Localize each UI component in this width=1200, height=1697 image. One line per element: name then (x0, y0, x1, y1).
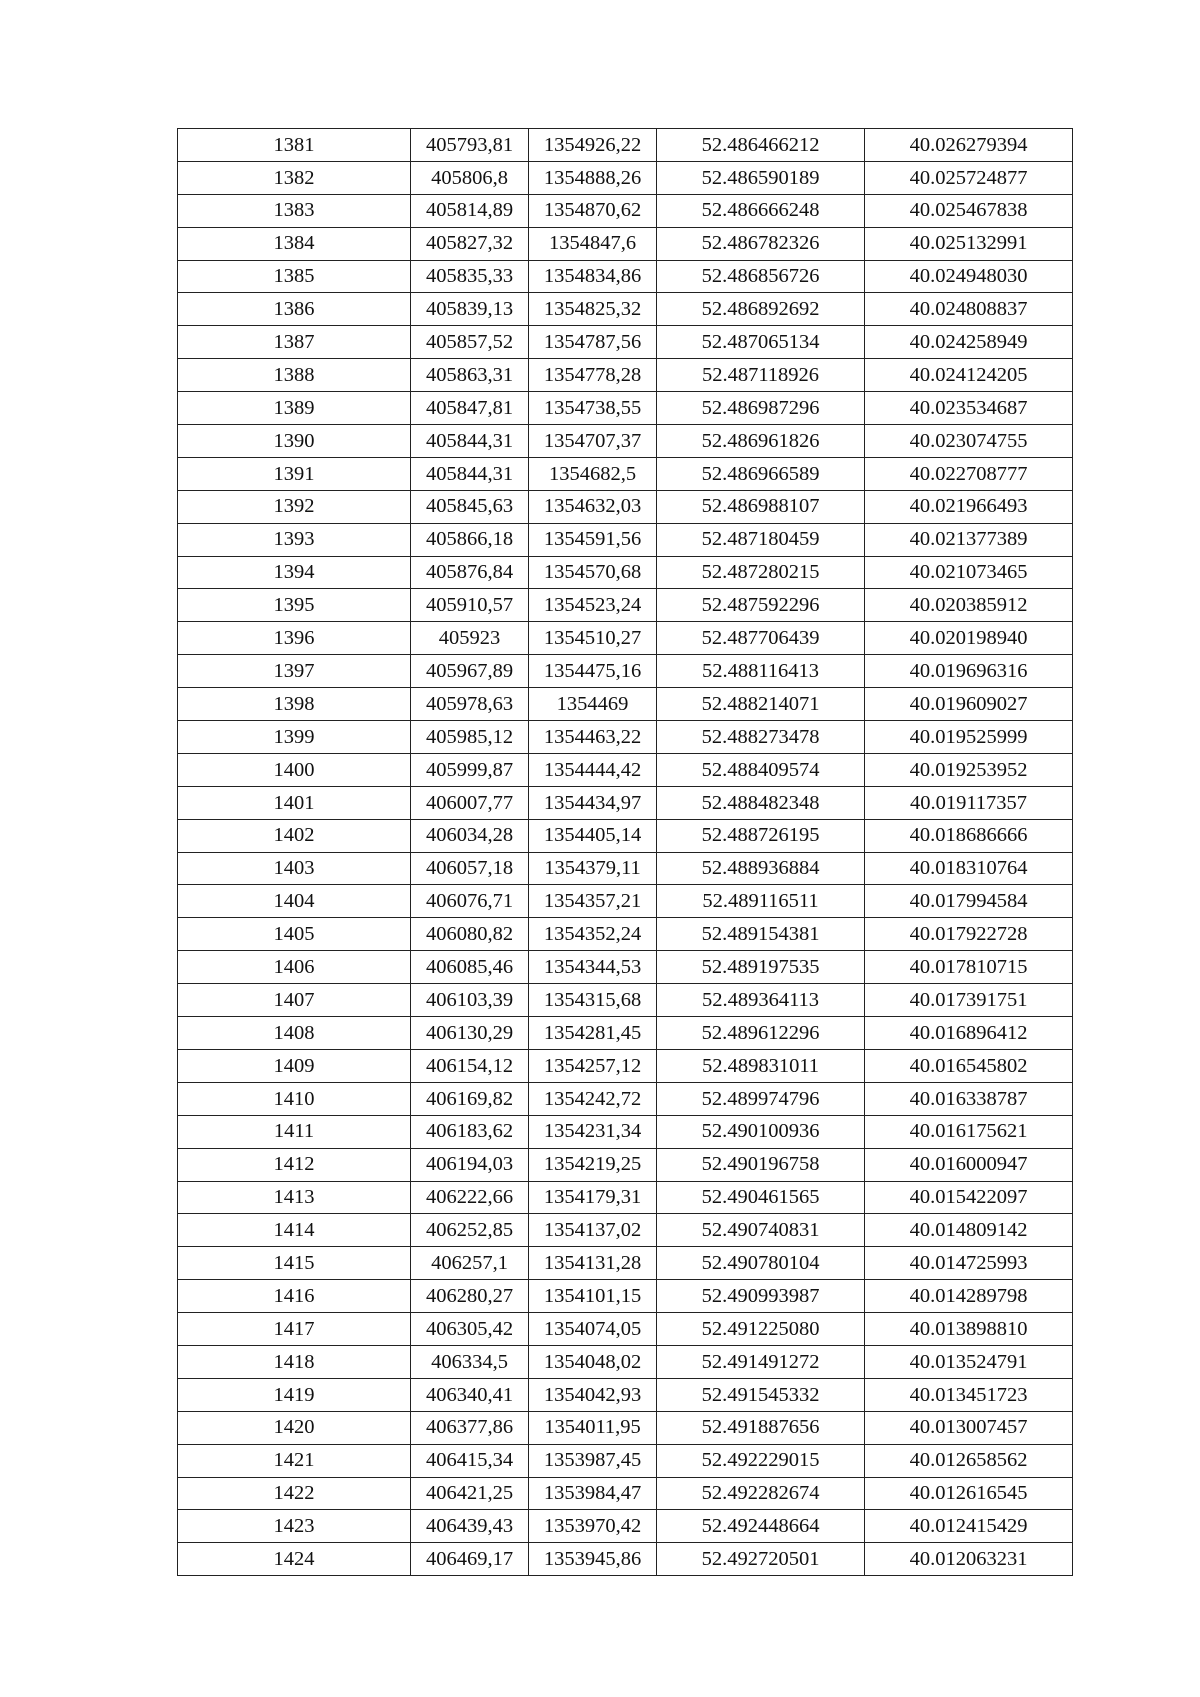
latitude-cell: 52.488116413 (657, 655, 865, 688)
y-coordinate-cell: 1353987,45 (529, 1444, 657, 1477)
latitude-cell: 52.491887656 (657, 1411, 865, 1444)
latitude-cell: 52.490100936 (657, 1115, 865, 1148)
table-row (178, 326, 1073, 359)
x-coordinate-cell: 406183,62 (411, 1115, 529, 1148)
latitude-cell: 52.486892692 (657, 293, 865, 326)
y-coordinate-cell: 1354379,11 (529, 852, 657, 885)
x-coordinate-cell: 406252,85 (411, 1214, 529, 1247)
x-coordinate-cell: 406469,17 (411, 1543, 529, 1576)
table-row (178, 1017, 1073, 1050)
y-coordinate-cell: 1353984,47 (529, 1477, 657, 1510)
point-number-cell: 1414 (178, 1214, 411, 1247)
y-coordinate-cell: 1354787,56 (529, 326, 657, 359)
x-coordinate-cell: 406007,77 (411, 786, 529, 819)
point-number-cell: 1397 (178, 655, 411, 688)
table-row (178, 1280, 1073, 1313)
longitude-cell: 40.014289798 (865, 1280, 1073, 1313)
latitude-cell: 52.490993987 (657, 1280, 865, 1313)
x-coordinate-cell: 405793,81 (411, 129, 529, 162)
latitude-cell: 52.487118926 (657, 359, 865, 392)
x-coordinate-cell: 406421,25 (411, 1477, 529, 1510)
x-coordinate-cell: 406085,46 (411, 951, 529, 984)
table-row (178, 655, 1073, 688)
point-number-cell: 1390 (178, 425, 411, 458)
table-row (178, 589, 1073, 622)
latitude-cell: 52.491545332 (657, 1378, 865, 1411)
table-row (178, 852, 1073, 885)
latitude-cell: 52.486966589 (657, 457, 865, 490)
longitude-cell: 40.021377389 (865, 523, 1073, 556)
table-row (178, 819, 1073, 852)
latitude-cell: 52.487065134 (657, 326, 865, 359)
point-number-cell: 1403 (178, 852, 411, 885)
latitude-cell: 52.488482348 (657, 786, 865, 819)
latitude-cell: 52.491225080 (657, 1313, 865, 1346)
point-number-cell: 1386 (178, 293, 411, 326)
y-coordinate-cell: 1354707,37 (529, 425, 657, 458)
y-coordinate-cell: 1354315,68 (529, 984, 657, 1017)
longitude-cell: 40.013451723 (865, 1378, 1073, 1411)
point-number-cell: 1407 (178, 984, 411, 1017)
y-coordinate-cell: 1354825,32 (529, 293, 657, 326)
y-coordinate-cell: 1353970,42 (529, 1510, 657, 1543)
x-coordinate-cell: 405806,8 (411, 161, 529, 194)
y-coordinate-cell: 1353945,86 (529, 1543, 657, 1576)
y-coordinate-cell: 1354926,22 (529, 129, 657, 162)
x-coordinate-cell: 405814,89 (411, 194, 529, 227)
y-coordinate-cell: 1354137,02 (529, 1214, 657, 1247)
point-number-cell: 1406 (178, 951, 411, 984)
point-number-cell: 1394 (178, 556, 411, 589)
coordinates-table-body (178, 129, 1073, 1576)
x-coordinate-cell: 406257,1 (411, 1247, 529, 1280)
x-coordinate-cell: 406057,18 (411, 852, 529, 885)
x-coordinate-cell: 406340,41 (411, 1378, 529, 1411)
point-number-cell: 1416 (178, 1280, 411, 1313)
longitude-cell: 40.021966493 (865, 490, 1073, 523)
x-coordinate-cell: 406334,5 (411, 1345, 529, 1378)
point-number-cell: 1410 (178, 1082, 411, 1115)
longitude-cell: 40.018686666 (865, 819, 1073, 852)
x-coordinate-cell: 405844,31 (411, 457, 529, 490)
y-coordinate-cell: 1354219,25 (529, 1148, 657, 1181)
x-coordinate-cell: 406305,42 (411, 1313, 529, 1346)
point-number-cell: 1421 (178, 1444, 411, 1477)
latitude-cell: 52.490740831 (657, 1214, 865, 1247)
latitude-cell: 52.486856726 (657, 260, 865, 293)
longitude-cell: 40.014809142 (865, 1214, 1073, 1247)
table-row (178, 918, 1073, 951)
point-number-cell: 1387 (178, 326, 411, 359)
longitude-cell: 40.016338787 (865, 1082, 1073, 1115)
x-coordinate-cell: 405863,31 (411, 359, 529, 392)
latitude-cell: 52.488273478 (657, 721, 865, 754)
longitude-cell: 40.018310764 (865, 852, 1073, 885)
x-coordinate-cell: 405839,13 (411, 293, 529, 326)
latitude-cell: 52.489197535 (657, 951, 865, 984)
y-coordinate-cell: 1354570,68 (529, 556, 657, 589)
latitude-cell: 52.488936884 (657, 852, 865, 885)
longitude-cell: 40.017922728 (865, 918, 1073, 951)
y-coordinate-cell: 1354405,14 (529, 819, 657, 852)
point-number-cell: 1398 (178, 688, 411, 721)
longitude-cell: 40.024948030 (865, 260, 1073, 293)
table-row (178, 753, 1073, 786)
y-coordinate-cell: 1354523,24 (529, 589, 657, 622)
point-number-cell: 1392 (178, 490, 411, 523)
y-coordinate-cell: 1354179,31 (529, 1181, 657, 1214)
point-number-cell: 1422 (178, 1477, 411, 1510)
table-row (178, 227, 1073, 260)
longitude-cell: 40.024124205 (865, 359, 1073, 392)
table-row (178, 490, 1073, 523)
x-coordinate-cell: 406194,03 (411, 1148, 529, 1181)
y-coordinate-cell: 1354834,86 (529, 260, 657, 293)
table-row (178, 1345, 1073, 1378)
table-row (178, 359, 1073, 392)
table-row (178, 1543, 1073, 1576)
longitude-cell: 40.017391751 (865, 984, 1073, 1017)
longitude-cell: 40.014725993 (865, 1247, 1073, 1280)
y-coordinate-cell: 1354101,15 (529, 1280, 657, 1313)
latitude-cell: 52.487280215 (657, 556, 865, 589)
x-coordinate-cell: 406130,29 (411, 1017, 529, 1050)
x-coordinate-cell: 405847,81 (411, 392, 529, 425)
table-row (178, 1444, 1073, 1477)
x-coordinate-cell: 405967,89 (411, 655, 529, 688)
y-coordinate-cell: 1354870,62 (529, 194, 657, 227)
point-number-cell: 1418 (178, 1345, 411, 1378)
table-row (178, 293, 1073, 326)
table-row (178, 688, 1073, 721)
x-coordinate-cell: 405978,63 (411, 688, 529, 721)
point-number-cell: 1383 (178, 194, 411, 227)
y-coordinate-cell: 1354281,45 (529, 1017, 657, 1050)
table-row (178, 1181, 1073, 1214)
table-row (178, 1477, 1073, 1510)
longitude-cell: 40.012415429 (865, 1510, 1073, 1543)
point-number-cell: 1409 (178, 1049, 411, 1082)
longitude-cell: 40.012616545 (865, 1477, 1073, 1510)
longitude-cell: 40.016545802 (865, 1049, 1073, 1082)
longitude-cell: 40.019253952 (865, 753, 1073, 786)
latitude-cell: 52.488726195 (657, 819, 865, 852)
y-coordinate-cell: 1354074,05 (529, 1313, 657, 1346)
y-coordinate-cell: 1354591,56 (529, 523, 657, 556)
table-row (178, 523, 1073, 556)
x-coordinate-cell: 406103,39 (411, 984, 529, 1017)
x-coordinate-cell: 405866,18 (411, 523, 529, 556)
longitude-cell: 40.023534687 (865, 392, 1073, 425)
x-coordinate-cell: 405835,33 (411, 260, 529, 293)
point-number-cell: 1405 (178, 918, 411, 951)
x-coordinate-cell: 406222,66 (411, 1181, 529, 1214)
table-row (178, 1115, 1073, 1148)
point-number-cell: 1389 (178, 392, 411, 425)
x-coordinate-cell: 406154,12 (411, 1049, 529, 1082)
table-row (178, 556, 1073, 589)
point-number-cell: 1388 (178, 359, 411, 392)
latitude-cell: 52.488409574 (657, 753, 865, 786)
y-coordinate-cell: 1354048,02 (529, 1345, 657, 1378)
x-coordinate-cell: 406280,27 (411, 1280, 529, 1313)
y-coordinate-cell: 1354510,27 (529, 622, 657, 655)
latitude-cell: 52.486987296 (657, 392, 865, 425)
point-number-cell: 1395 (178, 589, 411, 622)
longitude-cell: 40.016896412 (865, 1017, 1073, 1050)
table-row (178, 194, 1073, 227)
table-row (178, 1313, 1073, 1346)
longitude-cell: 40.019525999 (865, 721, 1073, 754)
point-number-cell: 1399 (178, 721, 411, 754)
y-coordinate-cell: 1354011,95 (529, 1411, 657, 1444)
longitude-cell: 40.012063231 (865, 1543, 1073, 1576)
x-coordinate-cell: 405857,52 (411, 326, 529, 359)
y-coordinate-cell: 1354469 (529, 688, 657, 721)
latitude-cell: 52.488214071 (657, 688, 865, 721)
longitude-cell: 40.019609027 (865, 688, 1073, 721)
table-row (178, 984, 1073, 1017)
y-coordinate-cell: 1354632,03 (529, 490, 657, 523)
point-number-cell: 1417 (178, 1313, 411, 1346)
longitude-cell: 40.024808837 (865, 293, 1073, 326)
table-row (178, 1082, 1073, 1115)
longitude-cell: 40.025132991 (865, 227, 1073, 260)
latitude-cell: 52.492448664 (657, 1510, 865, 1543)
latitude-cell: 52.490196758 (657, 1148, 865, 1181)
latitude-cell: 52.487592296 (657, 589, 865, 622)
x-coordinate-cell: 405876,84 (411, 556, 529, 589)
latitude-cell: 52.492720501 (657, 1543, 865, 1576)
longitude-cell: 40.015422097 (865, 1181, 1073, 1214)
longitude-cell: 40.020198940 (865, 622, 1073, 655)
point-number-cell: 1413 (178, 1181, 411, 1214)
y-coordinate-cell: 1354434,97 (529, 786, 657, 819)
table-row (178, 457, 1073, 490)
y-coordinate-cell: 1354357,21 (529, 885, 657, 918)
table-row (178, 885, 1073, 918)
point-number-cell: 1400 (178, 753, 411, 786)
point-number-cell: 1411 (178, 1115, 411, 1148)
y-coordinate-cell: 1354888,26 (529, 161, 657, 194)
latitude-cell: 52.486590189 (657, 161, 865, 194)
x-coordinate-cell: 406377,86 (411, 1411, 529, 1444)
point-number-cell: 1396 (178, 622, 411, 655)
table-row (178, 392, 1073, 425)
x-coordinate-cell: 406169,82 (411, 1082, 529, 1115)
table-row (178, 425, 1073, 458)
y-coordinate-cell: 1354682,5 (529, 457, 657, 490)
latitude-cell: 52.487706439 (657, 622, 865, 655)
table-row (178, 622, 1073, 655)
longitude-cell: 40.024258949 (865, 326, 1073, 359)
y-coordinate-cell: 1354242,72 (529, 1082, 657, 1115)
longitude-cell: 40.016175621 (865, 1115, 1073, 1148)
table-row (178, 1214, 1073, 1247)
point-number-cell: 1419 (178, 1378, 411, 1411)
longitude-cell: 40.017994584 (865, 885, 1073, 918)
point-number-cell: 1408 (178, 1017, 411, 1050)
latitude-cell: 52.486666248 (657, 194, 865, 227)
latitude-cell: 52.489364113 (657, 984, 865, 1017)
x-coordinate-cell: 406080,82 (411, 918, 529, 951)
point-number-cell: 1393 (178, 523, 411, 556)
x-coordinate-cell: 405910,57 (411, 589, 529, 622)
latitude-cell: 52.486961826 (657, 425, 865, 458)
x-coordinate-cell: 406034,28 (411, 819, 529, 852)
point-number-cell: 1423 (178, 1510, 411, 1543)
longitude-cell: 40.013898810 (865, 1313, 1073, 1346)
x-coordinate-cell: 405923 (411, 622, 529, 655)
longitude-cell: 40.016000947 (865, 1148, 1073, 1181)
x-coordinate-cell: 405844,31 (411, 425, 529, 458)
table-row (178, 1411, 1073, 1444)
x-coordinate-cell: 405845,63 (411, 490, 529, 523)
y-coordinate-cell: 1354344,53 (529, 951, 657, 984)
x-coordinate-cell: 406415,34 (411, 1444, 529, 1477)
longitude-cell: 40.025724877 (865, 161, 1073, 194)
point-number-cell: 1415 (178, 1247, 411, 1280)
y-coordinate-cell: 1354352,24 (529, 918, 657, 951)
longitude-cell: 40.021073465 (865, 556, 1073, 589)
point-number-cell: 1424 (178, 1543, 411, 1576)
y-coordinate-cell: 1354738,55 (529, 392, 657, 425)
point-number-cell: 1384 (178, 227, 411, 260)
y-coordinate-cell: 1354475,16 (529, 655, 657, 688)
y-coordinate-cell: 1354444,42 (529, 753, 657, 786)
y-coordinate-cell: 1354257,12 (529, 1049, 657, 1082)
longitude-cell: 40.017810715 (865, 951, 1073, 984)
point-number-cell: 1391 (178, 457, 411, 490)
longitude-cell: 40.022708777 (865, 457, 1073, 490)
table-row (178, 1378, 1073, 1411)
latitude-cell: 52.489974796 (657, 1082, 865, 1115)
table-row (178, 161, 1073, 194)
latitude-cell: 52.489154381 (657, 918, 865, 951)
longitude-cell: 40.020385912 (865, 589, 1073, 622)
longitude-cell: 40.025467838 (865, 194, 1073, 227)
longitude-cell: 40.023074755 (865, 425, 1073, 458)
latitude-cell: 52.489612296 (657, 1017, 865, 1050)
table-row (178, 129, 1073, 162)
y-coordinate-cell: 1354231,34 (529, 1115, 657, 1148)
y-coordinate-cell: 1354847,6 (529, 227, 657, 260)
latitude-cell: 52.492229015 (657, 1444, 865, 1477)
point-number-cell: 1402 (178, 819, 411, 852)
longitude-cell: 40.013007457 (865, 1411, 1073, 1444)
table-row (178, 1510, 1073, 1543)
latitude-cell: 52.486988107 (657, 490, 865, 523)
latitude-cell: 52.489831011 (657, 1049, 865, 1082)
table-row (178, 1148, 1073, 1181)
table-row (178, 951, 1073, 984)
latitude-cell: 52.486466212 (657, 129, 865, 162)
latitude-cell: 52.486782326 (657, 227, 865, 260)
point-number-cell: 1420 (178, 1411, 411, 1444)
point-number-cell: 1385 (178, 260, 411, 293)
x-coordinate-cell: 405999,87 (411, 753, 529, 786)
table-row (178, 1049, 1073, 1082)
coordinates-table (177, 128, 1073, 1576)
latitude-cell: 52.491491272 (657, 1345, 865, 1378)
y-coordinate-cell: 1354131,28 (529, 1247, 657, 1280)
longitude-cell: 40.026279394 (865, 129, 1073, 162)
point-number-cell: 1412 (178, 1148, 411, 1181)
point-number-cell: 1382 (178, 161, 411, 194)
table-row (178, 721, 1073, 754)
longitude-cell: 40.019117357 (865, 786, 1073, 819)
latitude-cell: 52.490461565 (657, 1181, 865, 1214)
longitude-cell: 40.013524791 (865, 1345, 1073, 1378)
latitude-cell: 52.490780104 (657, 1247, 865, 1280)
x-coordinate-cell: 405827,32 (411, 227, 529, 260)
latitude-cell: 52.487180459 (657, 523, 865, 556)
y-coordinate-cell: 1354042,93 (529, 1378, 657, 1411)
point-number-cell: 1401 (178, 786, 411, 819)
x-coordinate-cell: 406439,43 (411, 1510, 529, 1543)
longitude-cell: 40.019696316 (865, 655, 1073, 688)
longitude-cell: 40.012658562 (865, 1444, 1073, 1477)
latitude-cell: 52.492282674 (657, 1477, 865, 1510)
x-coordinate-cell: 406076,71 (411, 885, 529, 918)
y-coordinate-cell: 1354778,28 (529, 359, 657, 392)
latitude-cell: 52.489116511 (657, 885, 865, 918)
table-row (178, 786, 1073, 819)
point-number-cell: 1381 (178, 129, 411, 162)
point-number-cell: 1404 (178, 885, 411, 918)
y-coordinate-cell: 1354463,22 (529, 721, 657, 754)
table-row (178, 1247, 1073, 1280)
table-row (178, 260, 1073, 293)
x-coordinate-cell: 405985,12 (411, 721, 529, 754)
